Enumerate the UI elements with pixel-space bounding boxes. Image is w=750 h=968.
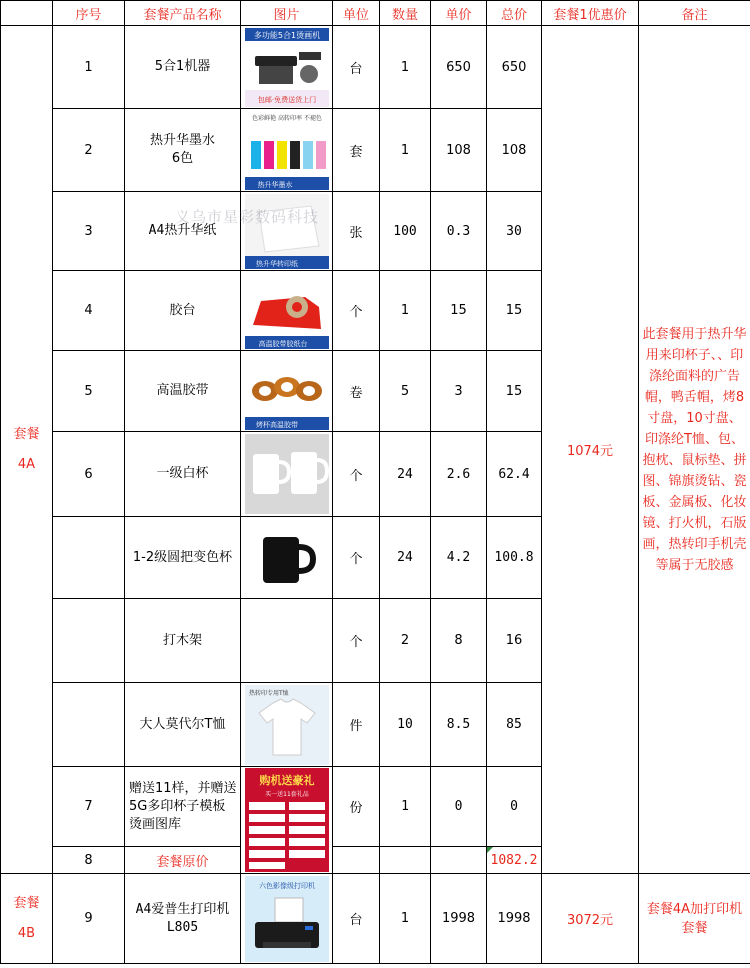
heat-tape-image <box>245 353 329 430</box>
row-unit: 台 <box>333 26 380 109</box>
row-qty: 1 <box>380 109 431 192</box>
row-name: 1-2级圆把变色杯 <box>125 517 241 599</box>
row-qty <box>380 847 431 874</box>
row-total: 0 <box>487 767 542 847</box>
row-image <box>241 26 333 109</box>
row-image <box>241 874 333 964</box>
row-no <box>53 683 125 767</box>
row-name: 高温胶带 <box>125 351 241 432</box>
row-no: 4 <box>53 271 125 351</box>
ink-bottles-image <box>245 111 329 190</box>
row-name: 胶台 <box>125 271 241 351</box>
row-image <box>241 271 333 351</box>
image-banner-text: 多功能5合1烫画机 <box>253 30 320 40</box>
row-price: 1998 <box>431 874 487 964</box>
row-no: 1 <box>53 26 125 109</box>
row-name: A4爱普生打印机 L805 <box>125 874 241 964</box>
header-qty: 数量 <box>380 1 431 26</box>
row-price: 15 <box>431 271 487 351</box>
tape-dispenser-image <box>245 273 329 349</box>
row-total: 30 <box>487 192 542 271</box>
corner-cell <box>1 1 53 26</box>
image-banner-text: 六色影像级打印机 <box>258 881 315 890</box>
row-no: 7 <box>53 767 125 847</box>
row-qty: 1 <box>380 271 431 351</box>
row-name: 打木架 <box>125 599 241 683</box>
row-image <box>241 683 333 767</box>
group-b-label: 套餐 4B <box>1 874 53 964</box>
row-qty: 5 <box>380 351 431 432</box>
row-unit: 份 <box>333 767 380 847</box>
header-price: 单价 <box>431 1 487 26</box>
group-a-note: 此套餐用于热升华用来印杯子、、印涤纶面料的广告帽，鸭舌帽，烤8寸盘，10寸盘、印涤纶T恤、包、抱枕、鼠标垫、拼图、锦旗烫钻、瓷板、金属板、化妆镜、打火机，石版画，热转印手机壳等属于无胶感 <box>639 26 750 874</box>
row-unit: 个 <box>333 599 380 683</box>
row-price: 4.2 <box>431 517 487 599</box>
row-price <box>431 847 487 874</box>
row-no: 5 <box>53 351 125 432</box>
row-image <box>241 432 333 517</box>
row-total: 1998 <box>487 874 542 964</box>
row-price: 2.6 <box>431 432 487 517</box>
row-unit: 个 <box>333 432 380 517</box>
comment-marker <box>487 847 493 853</box>
row-unit: 个 <box>333 271 380 351</box>
row-qty: 2 <box>380 599 431 683</box>
row-name: 赠送11样，并赠送5G多印杯子模板烫画图库 <box>125 767 241 847</box>
row-qty: 1 <box>380 767 431 847</box>
original-price-total: 1082.2 <box>487 847 542 874</box>
image-sub-text: 高温胶带胶纸台 <box>258 339 307 348</box>
row-no: 8 <box>53 847 125 874</box>
image-banner-text: 购机送豪礼 <box>259 774 314 787</box>
row-no <box>53 517 125 599</box>
row-unit: 件 <box>333 683 380 767</box>
row-name: 一级白杯 <box>125 432 241 517</box>
row-no: 2 <box>53 109 125 192</box>
group-b-price: 3072元 <box>542 874 639 964</box>
header-row <box>1 1 750 26</box>
row-total: 15 <box>487 351 542 432</box>
row-price: 3 <box>431 351 487 432</box>
row-qty: 24 <box>380 432 431 517</box>
image-sub-text: 包邮·免费送货上门 <box>257 95 316 104</box>
row-unit: 套 <box>333 109 380 192</box>
image-sub-text: 热升华墨水 <box>257 180 292 189</box>
header-note: 备注 <box>639 1 750 26</box>
row-name: 热升华墨水 6色 <box>125 109 241 192</box>
row-qty: 10 <box>380 683 431 767</box>
row-unit: 个 <box>333 517 380 599</box>
row-no: 6 <box>53 432 125 517</box>
row-qty: 1 <box>380 26 431 109</box>
row-qty: 1 <box>380 874 431 964</box>
header-no: 序号 <box>53 1 125 26</box>
row-total: 15 <box>487 271 542 351</box>
group-a-price: 1074元 <box>542 26 639 874</box>
header-image: 图片 <box>241 1 333 26</box>
row-price: 8 <box>431 599 487 683</box>
row-name: 5合1机器 <box>125 26 241 109</box>
row-unit: 台 <box>333 874 380 964</box>
row-qty: 24 <box>380 517 431 599</box>
row-image <box>241 599 333 683</box>
table-row <box>1 874 750 964</box>
black-mug-image <box>245 519 329 597</box>
row-unit <box>333 847 380 874</box>
table-row <box>1 26 750 109</box>
sublimation-paper-image <box>245 194 329 269</box>
row-price: 0.3 <box>431 192 487 271</box>
heat-press-machine-image <box>245 28 329 107</box>
white-mugs-image <box>245 434 329 514</box>
row-price: 650 <box>431 26 487 109</box>
image-banner-text: 热转印专用T恤 <box>248 689 289 697</box>
row-name: A4热升华纸 <box>125 192 241 271</box>
image-sub-text: 烤杯高温胶带 <box>255 420 298 429</box>
row-image <box>241 109 333 192</box>
row-price: 108 <box>431 109 487 192</box>
image-sub-text: 热升华转印纸 <box>255 259 298 268</box>
image-banner-text: 色彩鲜艳 高转印率 不褪色 <box>251 114 322 122</box>
row-image <box>241 517 333 599</box>
row-total: 62.4 <box>487 432 542 517</box>
group-a-label: 套餐 4A <box>1 26 53 874</box>
group-b-note: 套餐4A加打印机套餐 <box>639 874 750 964</box>
row-price: 8.5 <box>431 683 487 767</box>
row-no: 9 <box>53 874 125 964</box>
row-no <box>53 599 125 683</box>
row-total: 85 <box>487 683 542 767</box>
row-total: 108 <box>487 109 542 192</box>
header-total: 总价 <box>487 1 542 26</box>
original-price-label: 套餐原价 <box>125 847 241 874</box>
row-total: 650 <box>487 26 542 109</box>
row-image <box>241 192 333 271</box>
row-price: 0 <box>431 767 487 847</box>
row-name: 大人莫代尔T恤 <box>125 683 241 767</box>
image-sub-text: 买一送11套礼品 <box>264 791 309 798</box>
gift-promo-image <box>245 768 329 872</box>
row-no: 3 <box>53 192 125 271</box>
row-total: 100.8 <box>487 517 542 599</box>
row-unit: 张 <box>333 192 380 271</box>
watermark-text: 义乌市星彩数码科技 <box>175 208 320 226</box>
header-unit: 单位 <box>333 1 380 26</box>
row-qty: 100 <box>380 192 431 271</box>
header-discount: 套餐1优惠价 <box>542 1 639 26</box>
row-image <box>241 767 333 874</box>
row-unit: 卷 <box>333 351 380 432</box>
printer-image <box>245 876 329 962</box>
header-product: 套餐产品名称 <box>125 1 241 26</box>
row-total: 16 <box>487 599 542 683</box>
row-image <box>241 351 333 432</box>
tshirt-image <box>245 685 329 765</box>
